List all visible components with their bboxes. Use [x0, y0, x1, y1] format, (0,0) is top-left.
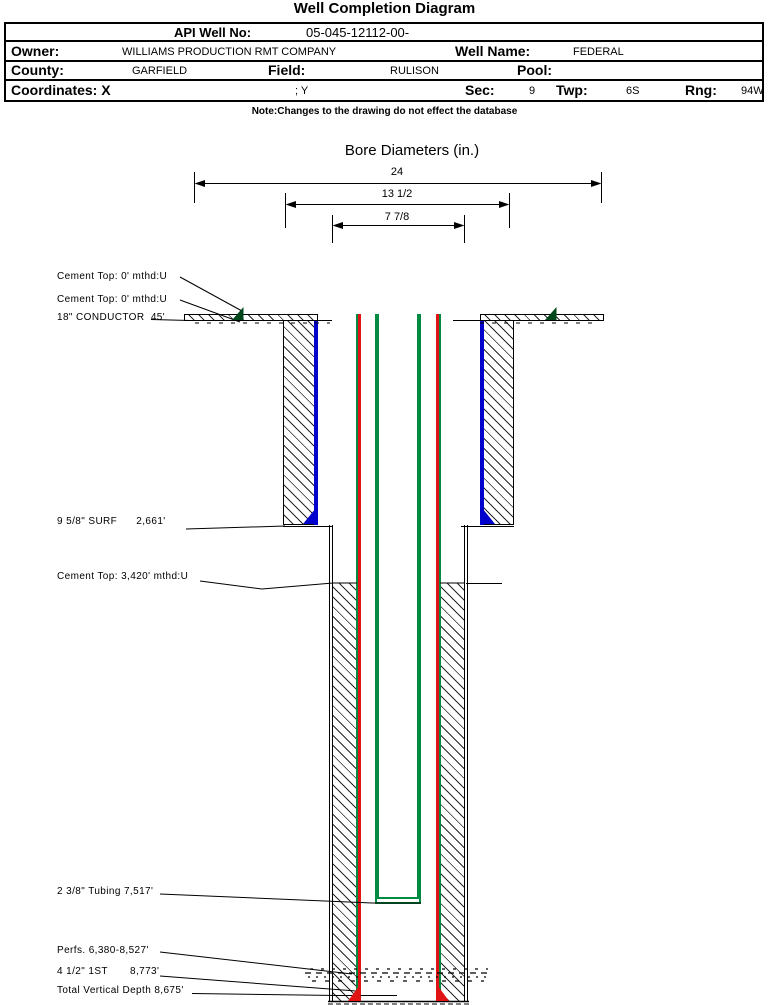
cement-top-1-label: Cement Top: 0' mthd:U [57, 271, 168, 282]
rng-label: Rng: [685, 82, 717, 98]
pool-label: Pool: [517, 62, 552, 78]
tubing-bottom [375, 897, 421, 904]
page-title: Well Completion Diagram [293, 0, 476, 17]
api-well-no-value: 05-045-12112-00- [306, 25, 410, 40]
api-well-no-label: API Well No: [174, 25, 252, 40]
cement-annulus-right [441, 583, 465, 1002]
bore-diameters-title: Bore Diameters (in.) [344, 142, 480, 159]
tubing-label: 2 3/8" Tubing 7,517' [57, 886, 154, 897]
twp-label: Twp: [556, 82, 588, 98]
field-value: RULISON [390, 65, 439, 77]
dim-13half-label: 13 1/2 [381, 188, 413, 200]
coordinates-value: ; Y [295, 85, 309, 97]
well-info-table [4, 22, 764, 102]
table-divider [6, 60, 762, 62]
conductor-label: 18" CONDUCTOR 45' [57, 312, 166, 323]
surface-casing-label: 9 5/8" SURF 2,661' [57, 516, 166, 527]
production-casing-right [436, 314, 441, 1002]
county-value: GARFIELD [132, 65, 188, 77]
tvd-label: Total Vertical Depth 8,675' [57, 985, 184, 996]
coordinates-label: Coordinates: X [11, 82, 111, 98]
dim-7seveneighths-label: 7 7/8 [384, 211, 410, 223]
production-casing-shoes [348, 984, 449, 1001]
casing-1st-label: 4 1/2" 1ST 8,773' [57, 966, 160, 977]
well-name-value: FEDERAL [573, 46, 624, 58]
sec-value: 9 [529, 85, 536, 97]
cement-annulus-left [333, 583, 356, 1002]
surface-casing-cement-line-left [314, 320, 318, 525]
well-name-label: Well Name: [455, 43, 531, 59]
cement-top-2-label: Cement Top: 0' mthd:U [57, 294, 168, 305]
table-divider [6, 79, 762, 81]
rng-value: 94W [741, 85, 764, 97]
twp-value: 6S [626, 85, 640, 97]
field-label: Field: [268, 62, 306, 78]
county-label: County: [11, 62, 64, 78]
owner-value: WILLIAMS PRODUCTION RMT COMPANY [122, 46, 337, 58]
owner-label: Owner: [11, 43, 60, 59]
perfs-label: Perfs. 6,380-8,527' [57, 945, 149, 956]
surface-casing-cement-line-right [480, 320, 484, 525]
table-divider [6, 40, 762, 42]
production-casing-left [356, 314, 361, 1002]
surface-casing-wall-left [283, 320, 318, 525]
tubing-right [417, 314, 421, 903]
sec-label: Sec: [465, 82, 495, 98]
database-note: Note:Changes to the drawing do not effect the database [251, 106, 518, 117]
surface-casing-wall-right [480, 320, 514, 525]
dim-24-label: 24 [390, 166, 404, 178]
surface-shoe-cement [303, 506, 495, 524]
cement-top-3-label: Cement Top: 3,420' mthd:U [57, 571, 189, 582]
tubing-left [375, 314, 379, 903]
